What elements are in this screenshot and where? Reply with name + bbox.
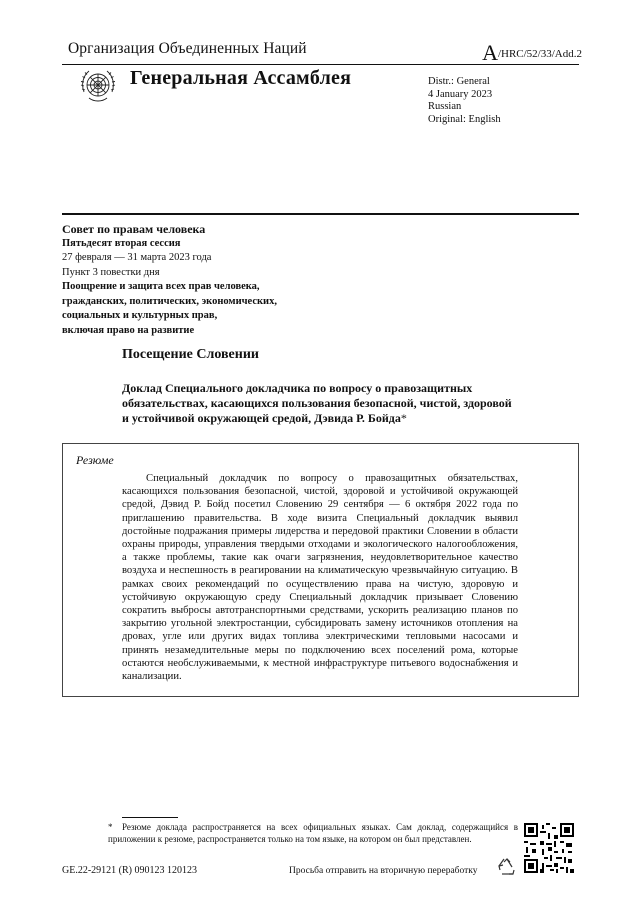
- summary-label: Резюме: [76, 453, 114, 467]
- distribution-block: [428, 76, 501, 126]
- document-symbol-letter: A: [482, 40, 498, 65]
- qr-code-icon: [524, 823, 574, 873]
- council-block: [62, 222, 362, 338]
- report-title-text: Доклад Специального докладчика по вопросу о правозащитных обязательствах, касающихся пользования безопасной, чистой, здоровой и устойчивой окружающей средой, Дэвида Р. Бойда: [122, 381, 512, 425]
- summary-paragraph: Специальный докладчик по вопросу о правозащитных обязательствах, касающихся пользования безопасной, чистой, здоровой и устойчивой окружающей средой, Дэвид Р. Бойд посетил Словению 29 сентября — 6 октября 2022 года по приглашению правительства. В ходе визита Специальный докладчик выявил достойные подражания примеры лидерства и передовой практики Словении в области охраны природы, управления твердыми отходами и экологического налогообложения, а также проблемы, такие как очаги загрязнения, неудовлетворительное качество воздуха и неспешность в реагировании на климатическую чрезвычайную ситуацию. В рамках своих рекомендаций по осуществлению права на чистую, здоровую и устойчивую окружающую среду Специальный докладчик призывает Словению сократить выбросы автотранспортными средствами, ускорить реализацию планов по закрытию угольной электростанции, субсидировать замену источников отопления на дровах, угле или других видах топлива электрическими тепловыми насосами и принять незамедлительные меры по подключению всех поселений рома, которые остаются необслуживаемыми, к местной инфраструктуре питьевого водоснабжения и канализации.: [122, 473, 518, 683]
- footnote-text: Резюме доклада распространяется на всех официальных языках. Сам доклад, содержащийся в приложении к резюме, распространяется только на том языке, на котором он был представлен.: [108, 822, 518, 844]
- document-symbol-number: /HRC/52/33/Add.2: [497, 48, 582, 60]
- report-title-footnote-marker: *: [400, 411, 407, 425]
- recycle-icon: [496, 857, 518, 879]
- report-title: [122, 381, 512, 426]
- header-rule: [62, 64, 579, 65]
- distribution-line: Distr.: General: [428, 76, 490, 87]
- footnote: [108, 822, 518, 845]
- visit-title: Посещение Словении: [122, 347, 259, 362]
- agenda-title-line: гражданских, политических, экономических,: [62, 295, 277, 307]
- agenda-title-line: включая право на развитие: [62, 324, 195, 336]
- council-name: Совет по правам человека: [62, 222, 206, 236]
- recycle-notice: Просьба отправить на вторичную переработку: [289, 866, 478, 876]
- agenda-title-line: социальных и культурных прав,: [62, 310, 218, 321]
- un-emblem-icon: [78, 66, 118, 106]
- general-assembly-title: Генеральная Ассамблея: [130, 67, 352, 89]
- document-symbol: [482, 42, 582, 64]
- council-dates: 27 февраля — 31 марта 2023 года: [62, 252, 212, 263]
- distribution-line: Original: English: [428, 113, 501, 125]
- organization-name: Организация Объединенных Наций: [68, 40, 307, 57]
- distribution-line: Russian: [428, 101, 462, 112]
- footnote-marker: *: [108, 822, 113, 832]
- council-session: Пятьдесят вторая сессия: [62, 237, 181, 249]
- agenda-item: Пункт 3 повестки дня: [62, 266, 160, 278]
- agenda-title-line: Поощрение и защита всех прав человека,: [62, 281, 260, 292]
- header-thick-rule: [62, 213, 579, 215]
- summary-text: [122, 472, 518, 683]
- distribution-line: 4 January 2023: [428, 88, 493, 100]
- footnote-rule: [122, 817, 178, 818]
- ge-document-code: GE.22-29121 (R) 090123 120123: [62, 865, 197, 876]
